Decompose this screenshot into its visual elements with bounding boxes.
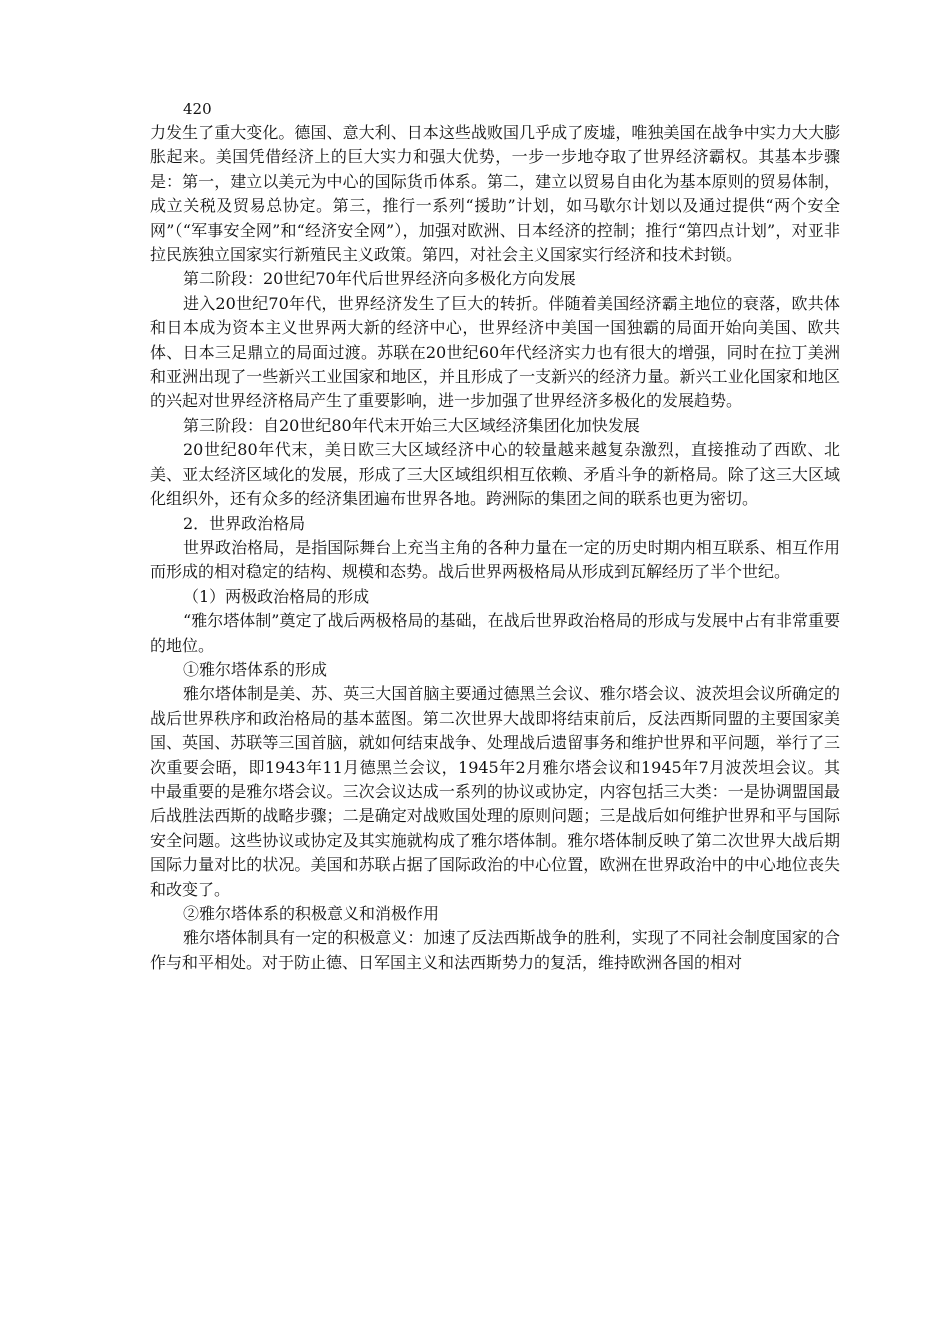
- paragraph-yalta-positive: 雅尔塔体制具有一定的积极意义：加速了反法西斯战争的胜利，实现了不同社会制度国家的合作与和平相处。对于防止德、日军国主义和法西斯势力的复活，维持欧洲各国的相对: [150, 928, 840, 972]
- page-number: 420: [183, 100, 212, 118]
- paragraph-multipolar-economy: 进入20世纪70年代，世界经济发生了巨大的转折。伴随着美国经济霸主地位的衰落，欧共体和日本成为资本主义世界两大新的经济中心，世界经济中美国一国独霸的局面开始向美国、欧共体、日本三足鼎立的局面过渡。苏联在20世纪60年代经济实力也有很大的增强，同时在拉丁美洲和亚洲出现了一些新兴工业国家和地区，并且形成了一支新兴的经济力量。新兴工业化国家和地区的兴起对世界经济格局产生了重要影响，进一步加强了世界经济多极化的发展趋势。: [150, 293, 840, 411]
- paragraph-political-pattern-definition: 世界政治格局，是指国际舞台上充当主角的各种力量在一定的历史时期内相互联系、相互作用而形成的相对稳定的结构、规模和态势。战后世界两极格局从形成到瓦解经历了半个世纪。: [150, 537, 840, 582]
- heading-yalta-formation: ①雅尔塔体系的形成: [183, 659, 328, 679]
- heading-world-political-pattern: 2．世界政治格局: [183, 513, 306, 533]
- document-page: [150, 98, 840, 975]
- heading-yalta-significance: ②雅尔塔体系的积极意义和消极作用: [183, 904, 440, 923]
- paragraph-yalta-foundation: “雅尔塔体制”奠定了战后两极格局的基础，在战后世界政治格局的形成与发展中占有非常重要的地位。: [150, 611, 840, 655]
- heading-bipolar-formation: （1）两极政治格局的形成: [183, 586, 370, 606]
- heading-stage-two: 第二阶段：20世纪70年代后世界经济向多极化方向发展: [183, 269, 576, 289]
- paragraph-us-hegemony: 力发生了重大变化。德国、意大利、日本这些战败国几乎成了废墟，唯独美国在战争中实力大大膨胀起来。美国凭借经济上的巨大实力和强大优势，一步一步地夺取了世界经济霸权。其基本步骤是：第一，建立以美元为中心的国际货币体系。第二，建立以贸易自由化为基本原则的贸易体制，成立关税及贸易总协定。第三，推行一系列“援助”计划，如马歇尔计划以及通过提供“两个安全网”（“军事安全网”和“经济安全网”），加强对欧洲、日本经济的控制；推行“第四点计划”，对亚非拉民族独立国家实行新殖民主义政策。第四，对社会主义国家实行经济和技术封锁。: [150, 123, 840, 265]
- paragraph-yalta-details: 雅尔塔体制是美、苏、英三大国首脑主要通过德黑兰会议、雅尔塔会议、波茨坦会议所确定的战后世界秩序和政治格局的基本蓝图。第二次世界大战即将结束前后，反法西斯同盟的主要国家美国、英国、苏联等三国首脑，就如何结束战争、处理战后遗留事务和维护世界和平问题，举行了三次重要会晤，即1943年11月德黑兰会议，1945年2月雅尔塔会议和1945年7月波茨坦会议。其中最重要的是雅尔塔会议。三次会议达成一系列的协议或协定，内容包括三大类：一是协调盟国最后战胜法西斯的战略步骤；二是确定对战败国处理的原则问题；三是战后如何维护世界和平与国际安全问题。这些协议或协定及其实施就构成了雅尔塔体制。雅尔塔体制反映了第二次世界大战后期国际力量对比的状况。美国和苏联占据了国际政治的中心位置，欧洲在世界政治中的中心地位丧失和改变了。: [150, 684, 840, 899]
- paragraph-regional-blocs: 20世纪80年代末，美日欧三大区域经济中心的较量越来越复杂激烈，直接推动了西欧、北美、亚太经济区域化的发展，形成了三大区域组织相互依赖、矛盾斗争的新格局。除了这三大区域化组织外，还有众多的经济集团遍布世界各地。跨洲际的集团之间的联系也更为密切。: [150, 440, 840, 509]
- heading-stage-three: 第三阶段：自20世纪80年代末开始三大区域经济集团化加快发展: [183, 415, 640, 435]
